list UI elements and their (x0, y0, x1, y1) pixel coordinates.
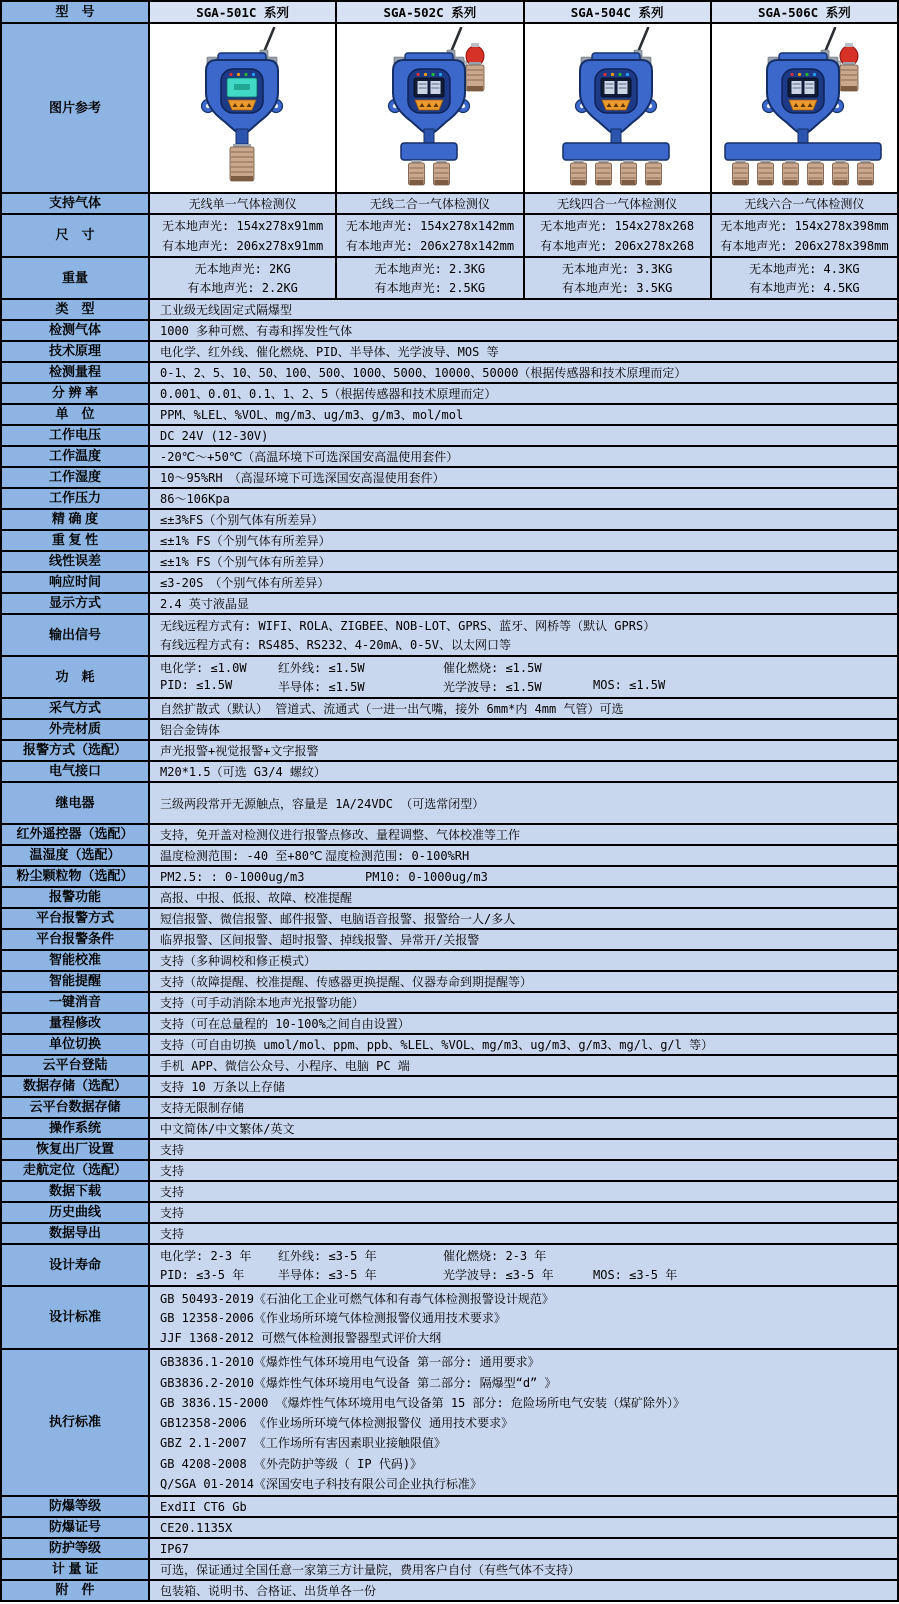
row-data-download (2, 1182, 897, 1203)
row-label-sampling: 采气方式 (2, 699, 150, 718)
row-value-unit-switch: 支持（可自由切换 umol/mol、ppm、ppb、%LEL、%VOL、mg/m3、ug/m3、g/m3、mg/l、g/l 等） (150, 1035, 897, 1054)
row-label-platform-alarm-mode: 平台报警方式 (2, 909, 150, 928)
row-design-life (2, 1245, 897, 1287)
row-label-alarm-function: 报警功能 (2, 888, 150, 907)
row-principle (2, 342, 897, 363)
row-response-time (2, 573, 897, 594)
row-value-power: 电化学: ≤1.0W 红外线: ≤1.5W 催化燃烧: ≤1.5W PID: ≤1.5W 半导体: ≤1.5W 光学波导: ≤1.5W MOS: ≤1.5W (150, 657, 897, 697)
row-nav-position (2, 1161, 897, 1182)
row-images (2, 24, 897, 194)
row-value-repeatability: ≤±1% FS（个别气体有所差异） (150, 531, 897, 550)
row-value-smart-calibration: 支持（多种调校和修正模式） (150, 951, 897, 970)
header-model-label: 型 号 (2, 2, 150, 22)
row-cloud-login (2, 1056, 897, 1077)
row-label-alarm-mode: 报警方式（选配） (2, 741, 150, 760)
row-power (2, 657, 897, 699)
row-value-linearity: ≤±1% FS（个别气体有所差异） (150, 552, 897, 571)
row-label-housing: 外壳材质 (2, 720, 150, 739)
row-value-exproof-cert: CE20.1135X (150, 1518, 897, 1537)
row-relay (2, 783, 897, 825)
row-label-smart-reminder: 智能提醒 (2, 972, 150, 991)
row-ir-remote (2, 825, 897, 846)
row-unit-switch (2, 1035, 897, 1056)
row-range-modify (2, 1014, 897, 1035)
row-label-images: 图片参考 (2, 24, 150, 192)
row-support-gas-col-1: 无线二合一气体检测仪 (337, 194, 524, 213)
row-dimensions (2, 215, 897, 258)
row-repeatability (2, 531, 897, 552)
row-label-design-standard: 设计标准 (2, 1287, 150, 1348)
row-value-work-humidity: 10～95%RH （高湿环境下可选深国安高湿使用套件） (150, 468, 897, 487)
row-design-standard (2, 1287, 897, 1350)
row-weight (2, 258, 897, 300)
row-unit (2, 405, 897, 426)
row-support-gas-col-3: 无线六合一气体检测仪 (712, 194, 897, 213)
table-body (2, 24, 897, 1602)
row-value-temp-humidity: 温度检测范围: -40 至+80℃ 湿度检测范围: 0-100%RH (150, 846, 897, 865)
row-label-cloud-storage: 云平台数据存储 (2, 1098, 150, 1117)
row-value-display: 2.4 英寸液晶显 (150, 594, 897, 613)
row-value-unit: PPM、%LEL、%VOL、mg/m3、ug/m3、g/m3、mol/mol (150, 405, 897, 424)
row-label-voltage: 工作电压 (2, 426, 150, 445)
row-value-exproof-grade: ExdII CT6 Gb (150, 1497, 897, 1516)
row-work-humidity (2, 468, 897, 489)
row-label-os: 操作系统 (2, 1119, 150, 1138)
row-history-curve (2, 1203, 897, 1224)
row-weight-col-2: 无本地声光: 3.3KG 有本地声光: 3.5KG (525, 258, 712, 298)
row-support-gas-col-2: 无线四合一气体检测仪 (525, 194, 712, 213)
row-support-gas (2, 194, 897, 215)
row-dimensions-col-1: 无本地声光: 154x278x142mm 有本地声光: 206x278x142mm (337, 215, 524, 256)
row-label-dimensions: 尺 寸 (2, 215, 150, 256)
row-label-range: 检测量程 (2, 363, 150, 382)
row-label-detect-gas: 检测气体 (2, 321, 150, 340)
row-label-unit: 单 位 (2, 405, 150, 424)
row-label-type: 类 型 (2, 300, 150, 319)
row-protection-grade (2, 1539, 897, 1560)
row-label-relay: 继电器 (2, 783, 150, 823)
row-label-electrical-port: 电气接口 (2, 762, 150, 781)
row-value-design-standard: GB 50493-2019《石油化工企业可燃气体和有毒气体检测报警设计规范》 GB 12358-2006《作业场所环境气体检测报警仪通用技术要求》 JJF 1368-2012 可燃气体检测报警器型式评价大纲 (150, 1287, 897, 1348)
row-data-storage (2, 1077, 897, 1098)
row-label-output-signal: 输出信号 (2, 615, 150, 655)
row-label-smart-calibration: 智能校准 (2, 951, 150, 970)
row-data-export (2, 1224, 897, 1245)
row-value-range-modify: 支持（可在总量程的 10-100%之间自由设置） (150, 1014, 897, 1033)
row-detect-gas (2, 321, 897, 342)
row-platform-alarm-cond (2, 930, 897, 951)
row-value-type: 工业级无线固定式隔爆型 (150, 300, 897, 319)
row-value-work-temp: -20℃～+50℃（高温环境下可选深国安高温使用套件） (150, 447, 897, 466)
row-sampling (2, 699, 897, 720)
header-model-sga-506c: SGA-506C 系列 (712, 2, 897, 22)
row-label-protection-grade: 防护等级 (2, 1539, 150, 1558)
row-value-nav-position: 支持 (150, 1161, 897, 1180)
row-value-electrical-port: M20*1.5（可选 G3/4 螺纹） (150, 762, 897, 781)
row-dust (2, 867, 897, 888)
row-label-linearity: 线性误差 (2, 552, 150, 571)
row-value-design-life: 电化学: 2-3 年 红外线: ≤3-5 年 催化燃烧: 2-3 年 PID: ≤3-5 年 半导体: ≤3-5 年 光学波导: ≤3-5 年 MOS: ≤3-5 年 (150, 1245, 897, 1285)
row-label-support-gas: 支持气体 (2, 194, 150, 213)
row-value-protection-grade: IP67 (150, 1539, 897, 1558)
row-label-pressure: 工作压力 (2, 489, 150, 508)
row-pressure (2, 489, 897, 510)
row-label-nav-position: 走航定位（选配） (2, 1161, 150, 1180)
row-label-accessories: 附 件 (2, 1581, 150, 1600)
row-value-cloud-login: 手机 APP、微信公众号、小程序、电脑 PC 端 (150, 1056, 897, 1075)
row-value-resolution: 0.001、0.01、0.1、1、2、5（根据传感器和技术原理而定） (150, 384, 897, 403)
row-value-exec-standard: GB3836.1-2010《爆炸性气体环境用电气设备 第一部分: 通用要求》 GB3836.2-2010《爆炸性气体环境用电气设备 第二部分: 隔爆型“d” 》 GB 3836.15-2000 《爆炸性气体环境用电气设备第 15 部分: 危险场所电气安装（煤矿除外）》 GB12358-2006 《作业场所环境气体检测报警仪 通用技术要求》 GBZ 2.1-2007 《工作场所有害因素职业接触限值》 GB 4208-2008 《外壳防护等级（ IP 代码)》 Q/SGA 01-2014《深国安电子科技有限公司企业执行标准》 (150, 1350, 897, 1495)
row-value-platform-alarm-mode: 短信报警、微信报警、邮件报警、电脑语音报警、报警给一人/多人 (150, 909, 897, 928)
row-platform-alarm-mode (2, 909, 897, 930)
row-value-principle: 电化学、红外线、催化燃烧、PID、半导体、光学波导、MOS 等 (150, 342, 897, 361)
row-temp-humidity (2, 846, 897, 867)
row-label-design-life: 设计寿命 (2, 1245, 150, 1285)
row-value-one-key-mute: 支持（可手动消除本地声光报警功能） (150, 993, 897, 1012)
row-weight-col-3: 无本地声光: 4.3KG 有本地声光: 4.5KG (712, 258, 897, 298)
row-resolution (2, 384, 897, 405)
row-weight-col-1: 无本地声光: 2.3KG 有本地声光: 2.5KG (337, 258, 524, 298)
row-value-voltage: DC 24V (12-30V) (150, 426, 897, 445)
row-value-pressure: 86～106Kpa (150, 489, 897, 508)
row-value-platform-alarm-cond: 临界报警、区间报警、超时报警、掉线报警、异常开/关报警 (150, 930, 897, 949)
row-label-work-humidity: 工作湿度 (2, 468, 150, 487)
row-value-history-curve: 支持 (150, 1203, 897, 1222)
row-one-key-mute (2, 993, 897, 1014)
row-label-exproof-cert: 防爆证号 (2, 1518, 150, 1537)
row-label-principle: 技术原理 (2, 342, 150, 361)
row-label-exec-standard: 执行标准 (2, 1350, 150, 1495)
row-display (2, 594, 897, 615)
row-exproof-grade (2, 1497, 897, 1518)
device-image-sga-504c (525, 24, 712, 192)
row-value-range: 0-1、2、5、10、50、100、500、1000、5000、10000、50000（根据传感器和技术原理而定） (150, 363, 897, 382)
row-value-output-signal: 无线远程方式有: WIFI、ROLA、ZIGBEE、NOB-LOT、GPRS、蓝牙、网桥等（默认 GPRS） 有线远程方式有: RS485、RS232、4-20mA、0-5V、以太网口等 (150, 615, 897, 655)
row-linearity (2, 552, 897, 573)
row-label-data-export: 数据导出 (2, 1224, 150, 1243)
row-label-data-storage: 数据存储（选配） (2, 1077, 150, 1096)
row-support-gas-col-0: 无线单一气体检测仪 (150, 194, 337, 213)
row-value-data-download: 支持 (150, 1182, 897, 1201)
row-value-factory-reset: 支持 (150, 1140, 897, 1159)
row-accessories (2, 1581, 897, 1602)
row-os (2, 1119, 897, 1140)
row-electrical-port (2, 762, 897, 783)
row-work-temp (2, 447, 897, 468)
row-label-unit-switch: 单位切换 (2, 1035, 150, 1054)
row-alarm-mode (2, 741, 897, 762)
row-value-os: 中文简体/中文繁体/英文 (150, 1119, 897, 1138)
row-label-temp-humidity: 温湿度（选配） (2, 846, 150, 865)
row-dimensions-col-3: 无本地声光: 154x278x398mm 有本地声光: 206x278x398mm (712, 215, 897, 256)
row-label-platform-alarm-cond: 平台报警条件 (2, 930, 150, 949)
row-label-range-modify: 量程修改 (2, 1014, 150, 1033)
header-model-sga-501c: SGA-501C 系列 (150, 2, 337, 22)
row-label-factory-reset: 恢复出厂设置 (2, 1140, 150, 1159)
device-image-sga-506c (712, 24, 897, 192)
row-label-response-time: 响应时间 (2, 573, 150, 592)
row-label-resolution: 分 辨 率 (2, 384, 150, 403)
device-image-sga-501c (150, 24, 337, 192)
row-value-accessories: 包装箱、说明书、合格证、出货单各一份 (150, 1581, 897, 1600)
row-range (2, 363, 897, 384)
row-dimensions-col-2: 无本地声光: 154x278x268 有本地声光: 206x278x268 (525, 215, 712, 256)
row-value-ir-remote: 支持，免开盖对检测仪进行报警点修改、量程调整、气体校准等工作 (150, 825, 897, 844)
row-label-exproof-grade: 防爆等级 (2, 1497, 150, 1516)
row-alarm-function (2, 888, 897, 909)
row-value-data-storage: 支持 10 万条以上存储 (150, 1077, 897, 1096)
row-exec-standard (2, 1350, 897, 1497)
row-value-metering-cert: 可选，保证通过全国任意一家第三方计量院，费用客户自付（有些气体不支持） (150, 1560, 897, 1579)
row-label-history-curve: 历史曲线 (2, 1203, 150, 1222)
row-weight-col-0: 无本地声光: 2KG 有本地声光: 2.2KG (150, 258, 337, 298)
row-smart-reminder (2, 972, 897, 993)
row-accuracy (2, 510, 897, 531)
row-label-weight: 重量 (2, 258, 150, 298)
row-value-dust: PM2.5: : 0-1000ug/m3 PM10: 0-1000ug/m3 (150, 867, 897, 886)
row-value-smart-reminder: 支持（故障提醒、校准提醒、传感器更换提醒、仪器寿命到期提醒等） (150, 972, 897, 991)
row-label-metering-cert: 计 量 证 (2, 1560, 150, 1579)
row-value-response-time: ≤3-20S （个别气体有所差异） (150, 573, 897, 592)
row-value-relay: 三级两段常开无源触点，容量是 1A/24VDC （可选常闭型） (150, 783, 897, 823)
row-value-alarm-function: 高报、中报、低报、故障、校准提醒 (150, 888, 897, 907)
row-value-accuracy: ≤±3%FS（个别气体有所差异） (150, 510, 897, 529)
row-label-power: 功 耗 (2, 657, 150, 697)
row-exproof-cert (2, 1518, 897, 1539)
row-label-display: 显示方式 (2, 594, 150, 613)
row-label-accuracy: 精 确 度 (2, 510, 150, 529)
header-model-cells (150, 2, 897, 22)
row-label-work-temp: 工作温度 (2, 447, 150, 466)
header-model-sga-504c: SGA-504C 系列 (525, 2, 712, 22)
row-value-alarm-mode: 声光报警+视觉报警+文字报警 (150, 741, 897, 760)
row-label-data-download: 数据下载 (2, 1182, 150, 1201)
row-value-data-export: 支持 (150, 1224, 897, 1243)
table-header-row (2, 2, 897, 24)
row-label-cloud-login: 云平台登陆 (2, 1056, 150, 1075)
device-image-sga-502c (337, 24, 524, 192)
row-label-dust: 粉尘颗粒物（选配） (2, 867, 150, 886)
row-value-sampling: 自然扩散式（默认） 管道式、流通式（一进一出气嘴，接外 6mm*内 4mm 气管）可选 (150, 699, 897, 718)
row-metering-cert (2, 1560, 897, 1581)
row-value-cloud-storage: 支持无限制存储 (150, 1098, 897, 1117)
row-smart-calibration (2, 951, 897, 972)
row-housing (2, 720, 897, 741)
row-cloud-storage (2, 1098, 897, 1119)
row-voltage (2, 426, 897, 447)
row-dimensions-col-0: 无本地声光: 154x278x91mm 有本地声光: 206x278x91mm (150, 215, 337, 256)
row-label-ir-remote: 红外遥控器（选配） (2, 825, 150, 844)
row-label-repeatability: 重 复 性 (2, 531, 150, 550)
header-model-sga-502c: SGA-502C 系列 (337, 2, 524, 22)
row-label-one-key-mute: 一键消音 (2, 993, 150, 1012)
row-value-housing: 铝合金铸体 (150, 720, 897, 739)
row-type (2, 300, 897, 321)
row-output-signal (2, 615, 897, 657)
row-factory-reset (2, 1140, 897, 1161)
row-value-detect-gas: 1000 多种可燃、有毒和挥发性气体 (150, 321, 897, 340)
